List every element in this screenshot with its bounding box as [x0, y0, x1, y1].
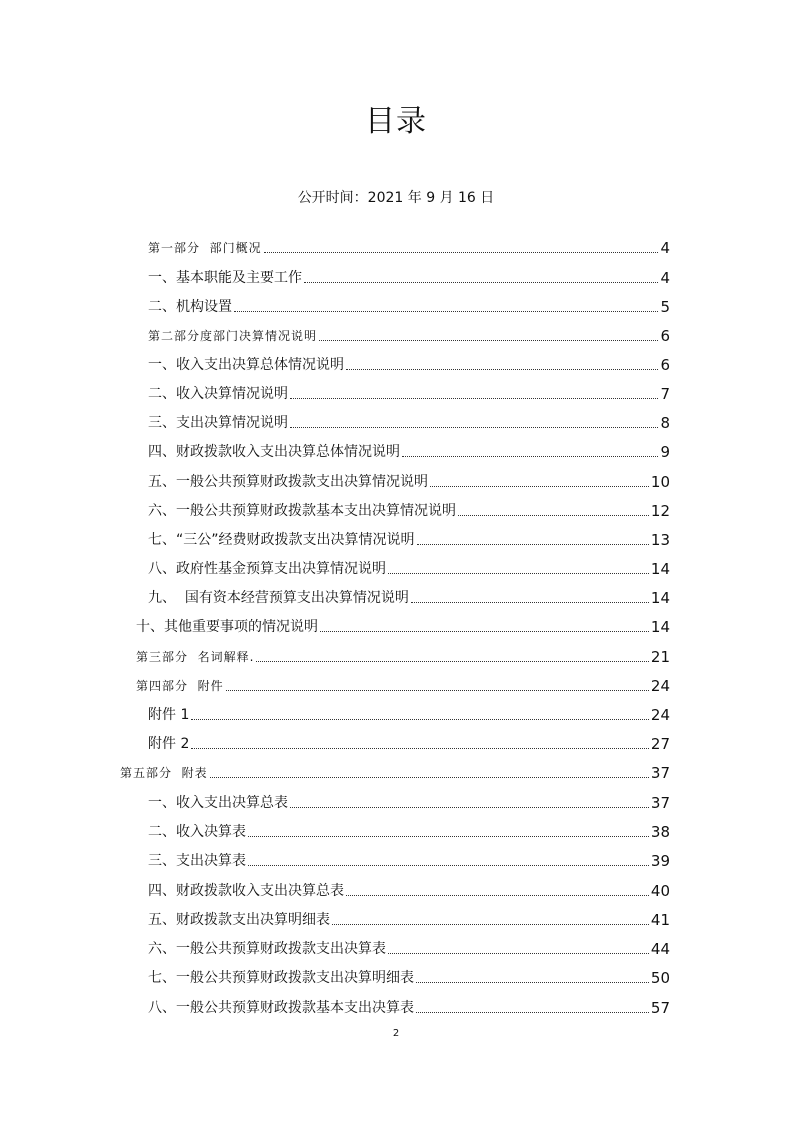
toc-leader-dots	[417, 544, 649, 545]
toc-entry-page: 57	[650, 999, 670, 1017]
toc-entry[interactable]	[148, 408, 670, 432]
toc-entry-label: 七、“三公”经费财政拨款支出决算情况说明	[148, 532, 415, 548]
toc-entry-page: 13	[650, 531, 670, 549]
toc-entry-label: 二、收入决算表	[148, 824, 246, 840]
toc-entry-page: 37	[650, 764, 670, 782]
toc-entry-page: 40	[650, 882, 670, 900]
toc-entry-label: 八、政府性基金预算支出决算情况说明	[148, 561, 386, 577]
toc-entry-page: 6	[660, 327, 670, 345]
toc-entry[interactable]	[148, 467, 670, 491]
toc-leader-dots	[248, 836, 649, 837]
toc-entry[interactable]	[148, 700, 670, 724]
toc-leader-dots	[416, 982, 649, 983]
publish-date: 公开时间：2021 年 9 月 16 日	[297, 190, 495, 206]
toc-entry-page: 50	[650, 969, 670, 987]
toc-leader-dots	[234, 311, 658, 312]
toc-entry[interactable]	[148, 905, 670, 929]
toc-entry[interactable]	[148, 583, 670, 607]
toc-entry[interactable]	[148, 993, 670, 1017]
toc-entry-page: 10	[650, 473, 670, 491]
toc-entry[interactable]	[148, 963, 670, 987]
toc-entry[interactable]	[148, 350, 670, 374]
toc-entry[interactable]	[148, 846, 670, 870]
toc-leader-dots	[388, 573, 649, 574]
toc-entry-label: 二、机构设置	[148, 299, 232, 315]
toc-entry-label: 一、收入支出决算总表	[148, 795, 288, 811]
toc-entry-page: 24	[650, 706, 670, 724]
toc-leader-dots	[346, 895, 649, 896]
toc-leader-dots	[416, 1012, 649, 1013]
toc-entry-label: 十、其他重要事项的情况说明	[136, 619, 318, 635]
toc-entry-label: 三、支出决算表	[148, 853, 246, 869]
toc-leader-dots	[304, 282, 658, 283]
toc-leader-dots	[210, 777, 649, 778]
toc-leader-dots	[264, 252, 659, 253]
toc-entry[interactable]	[148, 525, 670, 549]
toc-entry[interactable]	[136, 612, 670, 636]
toc-entry-page: 14	[650, 589, 670, 607]
toc-entry-label: 六、一般公共预算财政拨款基本支出决算情况说明	[148, 503, 456, 519]
toc-entry[interactable]	[148, 263, 670, 287]
toc-leader-dots	[402, 456, 658, 457]
toc-entry-label: 六、一般公共预算财政拨款支出决算表	[148, 941, 386, 957]
toc-entry-page: 41	[650, 911, 670, 929]
toc-entry-page: 27	[650, 735, 670, 753]
toc-entry[interactable]	[148, 437, 670, 461]
toc-leader-dots	[290, 398, 658, 399]
page-title: 目录	[365, 104, 427, 139]
toc-entry-page: 12	[650, 502, 670, 520]
toc-entry-label: 第一部分 部门概况	[148, 241, 262, 255]
toc-entry-label: 一、收入支出决算总体情况说明	[148, 357, 344, 373]
toc-entry-label: 八、一般公共预算财政拨款基本支出决算表	[148, 1000, 414, 1016]
toc-entry-page: 4	[660, 239, 670, 257]
toc-entry-label: 第三部分 名词解释.	[136, 650, 255, 664]
toc-entry[interactable]	[136, 642, 670, 666]
toc-entry-page: 44	[650, 940, 670, 958]
toc-entry[interactable]	[148, 876, 670, 900]
toc-entry-page: 39	[650, 852, 670, 870]
toc-entry-label: 七、一般公共预算财政拨款支出决算明细表	[148, 970, 414, 986]
toc-leader-dots	[319, 340, 658, 341]
toc-entry-label: 附件 1	[148, 707, 190, 723]
toc-entry-label: 五、一般公共预算财政拨款支出决算情况说明	[148, 474, 428, 490]
toc-leader-dots	[332, 924, 649, 925]
toc-leader-dots	[290, 427, 658, 428]
toc-entry-page: 24	[650, 677, 670, 695]
toc-entry-page: 38	[650, 823, 670, 841]
toc-leader-dots	[388, 953, 649, 954]
toc-entry[interactable]	[148, 379, 670, 403]
toc-entry[interactable]	[148, 233, 670, 257]
toc-entry-label: 四、财政拨款收入支出决算总表	[148, 883, 344, 899]
toc-leader-dots	[458, 515, 649, 516]
toc-entry-label: 第五部分 附表	[120, 766, 208, 780]
toc-leader-dots	[411, 602, 649, 603]
toc-entry[interactable]	[148, 729, 670, 753]
toc-entry-page: 4	[660, 269, 670, 287]
toc-leader-dots	[191, 748, 649, 749]
toc-leader-dots	[226, 690, 649, 691]
toc-entry-label: 附件 2	[148, 736, 190, 752]
toc-entry[interactable]	[148, 496, 670, 520]
toc-entry-page: 21	[650, 648, 670, 666]
toc-entry-label: 九、 国有资本经营预算支出决算情况说明	[148, 590, 409, 606]
toc-entry[interactable]	[148, 554, 670, 578]
toc-entry-label: 二、收入决算情况说明	[148, 386, 288, 402]
toc-entry-page: 14	[650, 560, 670, 578]
toc-entry[interactable]	[120, 758, 670, 782]
toc-entry-page: 8	[660, 414, 670, 432]
toc-entry[interactable]	[148, 292, 670, 316]
toc-entry-label: 第二部分度部门决算情况说明	[148, 329, 318, 343]
toc-entry-page: 6	[660, 356, 670, 374]
toc-entry-label: 第四部分 附件	[136, 679, 224, 693]
toc-entry[interactable]	[148, 817, 670, 841]
toc-entry[interactable]	[148, 321, 670, 345]
toc-entry[interactable]	[148, 934, 670, 958]
toc-entry-label: 五、财政拨款支出决算明细表	[148, 912, 330, 928]
toc-entry-label: 三、支出决算情况说明	[148, 415, 288, 431]
toc-entry-label: 一、基本职能及主要工作	[148, 270, 302, 286]
toc-entry[interactable]	[136, 671, 670, 695]
toc-leader-dots	[290, 807, 649, 808]
toc-leader-dots	[248, 865, 649, 866]
toc-entry[interactable]	[148, 788, 670, 812]
toc-leader-dots	[346, 369, 658, 370]
toc-leader-dots	[320, 631, 649, 632]
toc-entry-label: 四、财政拨款收入支出决算总体情况说明	[148, 444, 400, 460]
toc-entry-page: 14	[650, 618, 670, 636]
toc-entry-page: 9	[660, 443, 670, 461]
toc-entry-page: 7	[660, 385, 670, 403]
toc-entry-page: 5	[660, 298, 670, 316]
page-number: 2	[392, 1028, 400, 1039]
toc-leader-dots	[256, 661, 648, 662]
toc-leader-dots	[191, 719, 649, 720]
toc-leader-dots	[430, 486, 649, 487]
toc-entry-page: 37	[650, 794, 670, 812]
